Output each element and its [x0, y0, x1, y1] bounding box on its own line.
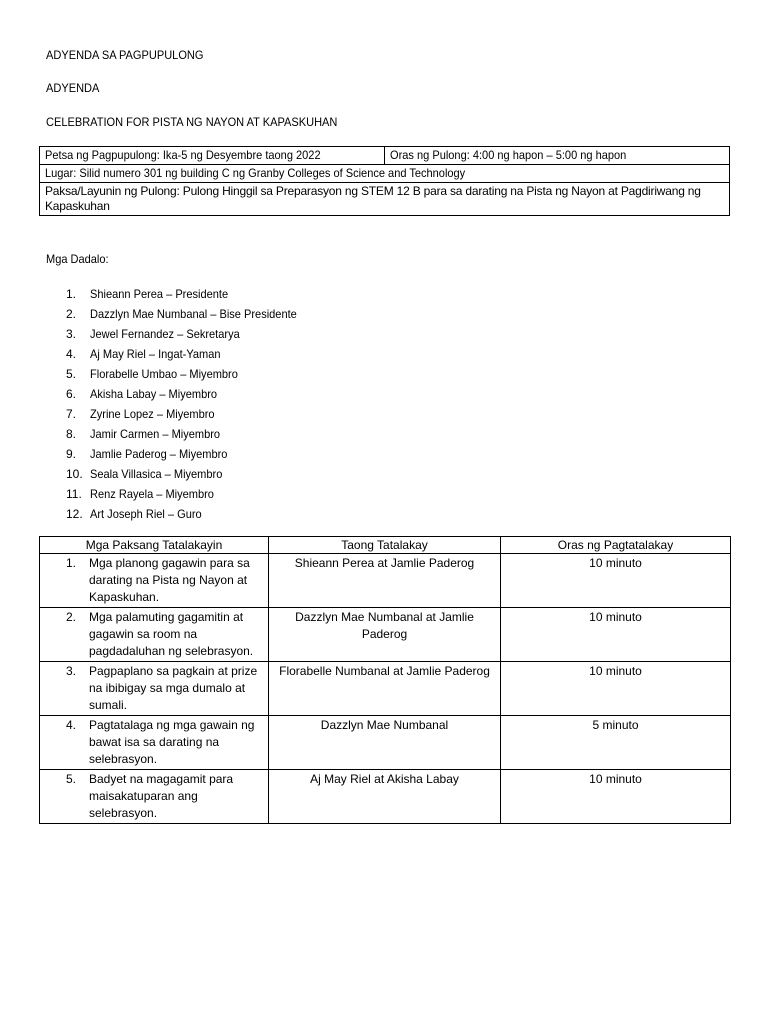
agenda-person: Florabelle Numbanal at Jamlie Paderog — [269, 662, 501, 716]
list-item — [46, 484, 315, 504]
agenda-topic-text: Pagtatalaga ng mga gawain ng bawat isa sa darating na selebrasyon. — [89, 718, 255, 766]
attendees-list — [46, 284, 315, 524]
agenda-header-row — [40, 537, 731, 554]
info-date: Petsa ng Pagpupulong: Ika-5 ng Desyembre taong 2022 — [45, 148, 321, 162]
agenda-topic-text: Mga palamuting gagamitin at gagawin sa room na pagdadaluhan ng selebrasyon. — [89, 610, 254, 658]
list-item — [46, 444, 315, 464]
meeting-info-table — [39, 146, 730, 216]
list-item-text: Art Joseph Riel – Guro — [90, 507, 202, 521]
agenda-topic-cell — [40, 770, 269, 824]
list-item-number: 7. — [66, 407, 77, 421]
agenda-topic-number: 5. — [65, 772, 76, 786]
list-item-number: 3. — [66, 327, 77, 341]
list-item-number: 1. — [66, 287, 77, 301]
list-item — [46, 344, 315, 364]
table-row — [40, 608, 731, 662]
list-item-number: 12. — [66, 507, 83, 521]
info-row-datetime — [40, 147, 730, 165]
agenda-topic-number: 3. — [65, 664, 76, 678]
list-item-text: Jamir Carmen – Miyembro — [90, 427, 221, 441]
list-item — [46, 304, 315, 324]
agenda-time: 10 minuto — [501, 770, 731, 824]
list-item-text: Florabelle Umbao – Miyembro — [90, 367, 238, 381]
agenda-topic-text: Mga planong gagawin para sa darating na Pista ng Nayon at Kapaskuhan. — [89, 556, 250, 604]
list-item-text: Jamlie Paderog – Miyembro — [90, 447, 228, 461]
list-item — [46, 324, 315, 344]
list-item — [46, 284, 315, 304]
list-item-text: Seala Villasica – Miyembro — [90, 467, 223, 481]
table-row — [40, 716, 731, 770]
agenda-topic-text: Badyet na magagamit para maisakatuparan ang selebrasyon. — [89, 772, 234, 820]
document-subtitle: ADYENDA — [46, 81, 100, 95]
column-header-person: Taong Tatalakay — [269, 537, 501, 554]
info-date-cell — [40, 147, 385, 165]
list-item-number: 4. — [66, 347, 77, 361]
info-time-cell — [385, 147, 730, 165]
agenda-topic-cell — [40, 716, 269, 770]
list-item-text: Renz Rayela – Miyembro — [90, 487, 214, 501]
info-row-topic — [40, 183, 730, 216]
agenda-topic-number: 1. — [65, 556, 76, 570]
info-topic: Paksa/Layunin ng Pulong: Pulong Hinggil sa Preparasyon ng STEM 12 B para sa darating na Pista ng Nayon at Pagdiriwang ng Kapaskuhan — [40, 183, 730, 216]
list-item-text: Dazzlyn Mae Numbanal – Bise Presidente — [90, 307, 297, 321]
agenda-topic-number: 2. — [65, 610, 76, 624]
list-item — [46, 364, 315, 384]
list-item-number: 2. — [66, 307, 77, 321]
table-row — [40, 554, 731, 608]
event-title: CELEBRATION FOR PISTA NG NAYON AT KAPASKUHAN — [46, 115, 338, 129]
agenda-time: 10 minuto — [501, 662, 731, 716]
agenda-time: 5 minuto — [501, 716, 731, 770]
list-item-number: 11. — [66, 487, 82, 501]
agenda-topic-cell — [40, 554, 269, 608]
list-item-text: Zyrine Lopez – Miyembro — [90, 407, 215, 421]
list-item-text: Shieann Perea – Presidente — [90, 287, 229, 301]
list-item — [46, 404, 315, 424]
attendees-label: Mga Dadalo: — [46, 252, 109, 266]
column-header-time: Oras ng Pagtatalakay — [501, 537, 731, 554]
table-row — [40, 662, 731, 716]
list-item — [46, 424, 315, 444]
table-row — [40, 770, 731, 824]
document-title: ADYENDA SA PAGPUPULONG — [46, 48, 204, 62]
info-place-cell — [40, 165, 730, 183]
list-item-text: Jewel Fernandez – Sekretarya — [90, 327, 240, 341]
info-time: Oras ng Pulong: 4:00 ng hapon – 5:00 ng hapon — [390, 148, 627, 162]
column-header-topics: Mga Paksang Tatalakayin — [40, 537, 269, 554]
list-item — [46, 504, 315, 524]
agenda-person: Dazzlyn Mae Numbanal at Jamlie Paderog — [269, 608, 501, 662]
agenda-person: Dazzlyn Mae Numbanal — [269, 716, 501, 770]
agenda-topic-cell — [40, 608, 269, 662]
agenda-topic-number: 4. — [65, 718, 76, 732]
agenda-person: Shieann Perea at Jamlie Paderog — [269, 554, 501, 608]
agenda-time: 10 minuto — [501, 608, 731, 662]
list-item-number: 10. — [66, 467, 83, 481]
agenda-time: 10 minuto — [501, 554, 731, 608]
list-item-number: 9. — [66, 447, 77, 461]
info-row-place — [40, 165, 730, 183]
list-item-number: 6. — [66, 387, 77, 401]
list-item-number: 8. — [66, 427, 77, 441]
agenda-table — [39, 536, 731, 824]
list-item — [46, 464, 315, 484]
agenda-topic-text: Pagpaplano sa pagkain at prize na ibibigay sa mga dumalo at sumali. — [89, 664, 258, 712]
info-place: Lugar: Silid numero 301 ng building C ng Granby Colleges of Science and Technology — [45, 166, 466, 180]
list-item — [46, 384, 315, 404]
list-item-number: 5. — [66, 367, 77, 381]
agenda-person: Aj May Riel at Akisha Labay — [269, 770, 501, 824]
list-item-text: Akisha Labay – Miyembro — [90, 387, 218, 401]
agenda-topic-cell — [40, 662, 269, 716]
list-item-text: Aj May Riel – Ingat-Yaman — [90, 347, 221, 361]
